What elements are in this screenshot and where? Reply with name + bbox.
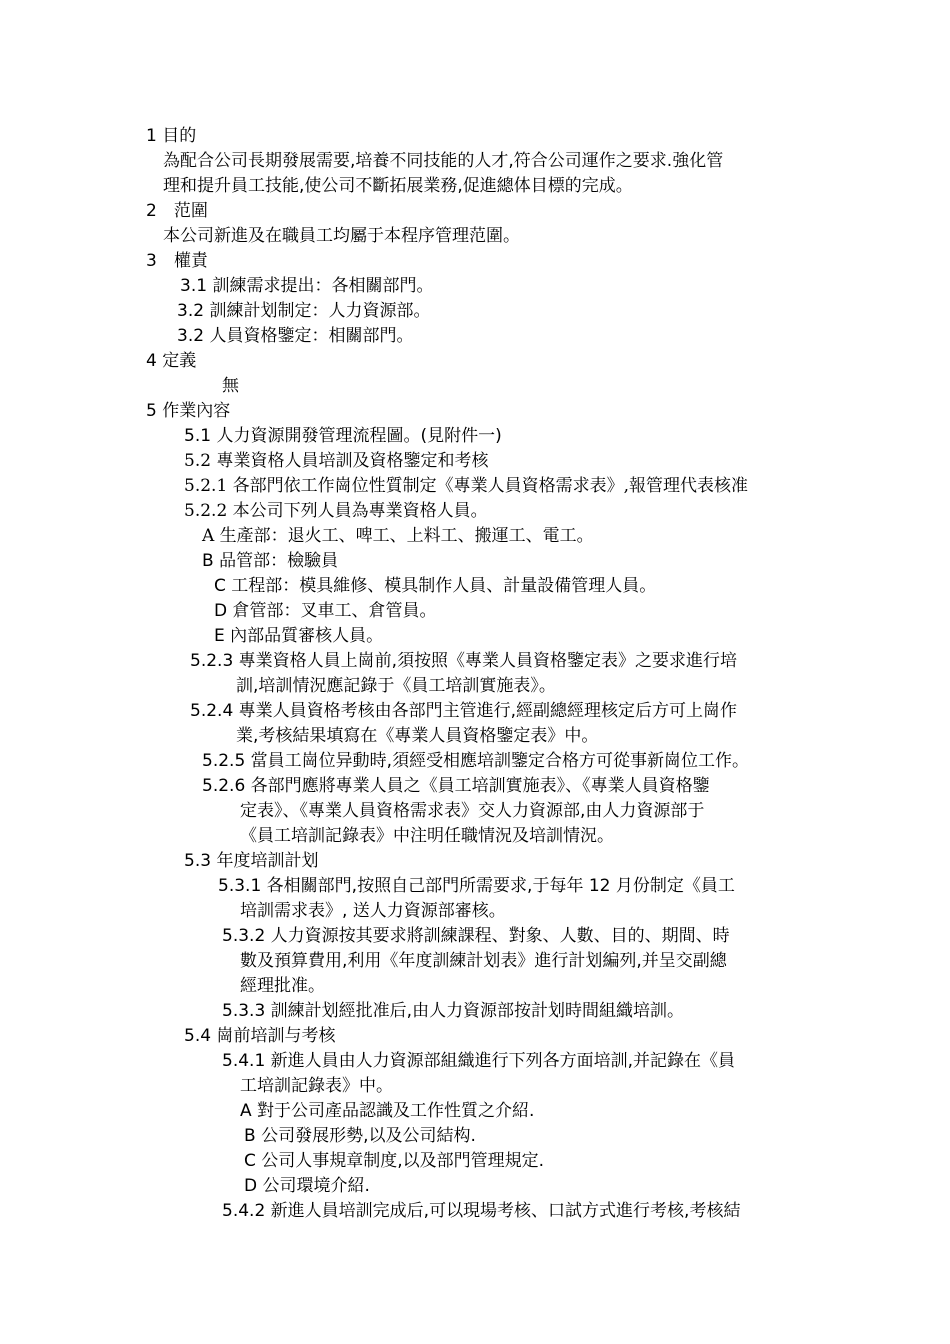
item-5-2: 5.2 專業資格人員培訓及資格鑒定和考核 (184, 451, 489, 471)
item-5-4-1-line-1: 5.4.1 新進人員由人力資源部組織進行下列各方面培訓,并記錄在《員 (222, 1051, 736, 1071)
item-5-4-1-line-2: 工培訓記錄表》中。 (240, 1076, 393, 1096)
item-5-3-2-line-1: 5.3.2 人力資源按其要求將訓練課程、對象、人數、目的、期間、時 (222, 926, 730, 946)
item-5-2-2-c: C 工程部：模具維修、模具制作人員、計量設備管理人員。 (214, 576, 657, 596)
item-3-2: 3.2 訓練計划制定：人力資源部。 (177, 301, 431, 321)
item-5-2-4-line-1: 5.2.4 專業人員資格考核由各部門主管進行,經副總經理核定后方可上崗作 (190, 701, 738, 721)
item-5-1: 5.1 人力資源開發管理流程圖。(見附件一) (184, 426, 502, 446)
item-5-2-1: 5.2.1 各部門依工作崗位性質制定《專業人員資格需求表》,報管理代表核准 (184, 476, 749, 496)
item-5-4-1-c: C 公司人事規章制度,以及部門管理規定. (244, 1151, 545, 1171)
section-4-title: 4 定義 (146, 351, 197, 371)
section-2-body: 本公司新進及在職員工均屬于本程序管理范圍。 (163, 226, 520, 246)
item-5-3-2-line-2: 數及預算費用,利用《年度訓練計划表》進行計划編列,并呈交副總 (240, 951, 727, 971)
section-4-body: 無 (222, 376, 239, 396)
section-5-title: 5 作業內容 (146, 401, 231, 421)
section-1-body-line-1: 為配合公司長期發展需要,培養不同技能的人才,符合公司運作之要求.強化管 (163, 151, 724, 171)
item-5-2-5: 5.2.5 當員工崗位异動時,須經受相應培訓鑒定合格方可從事新崗位工作。 (202, 751, 750, 771)
item-5-2-6-line-2: 定表》、《專業人員資格需求表》交人力資源部,由人力資源部于 (240, 801, 705, 821)
item-5-2-2-e: E 內部品質審核人員。 (214, 626, 384, 646)
item-3-1: 3.1 訓練需求提出：各相關部門。 (180, 276, 434, 296)
item-5-2-4-line-2: 業,考核結果填寫在《專業人員資格鑒定表》中。 (236, 726, 599, 746)
item-3-3: 3.2 人員資格鑒定：相關部門。 (177, 326, 414, 346)
item-5-4-1-a: A 對于公司產品認識及工作性質之介紹. (240, 1101, 535, 1121)
item-5-3-1-line-1: 5.3.1 各相關部門,按照自己部門所需要求,于每年 12 月份制定《員工 (218, 876, 735, 896)
item-5-3: 5.3 年度培訓計划 (184, 851, 319, 871)
item-5-3-2-line-3: 經理批准。 (240, 976, 325, 996)
item-5-2-3-line-2: 訓,培訓情況應記錄于《員工培訓實施表》。 (236, 676, 556, 696)
item-5-2-2-a: A 生產部：退火工、啤工、上料工、搬運工、電工。 (202, 526, 594, 546)
section-3-title: 3 權責 (146, 251, 208, 271)
section-1-body-line-2: 理和提升員工技能,使公司不斷拓展業務,促進總体目標的完成。 (163, 176, 633, 196)
item-5-2-2-b: B 品管部：檢驗員 (202, 551, 339, 571)
section-2-title: 2 范圍 (146, 201, 208, 221)
item-5-3-3: 5.3.3 訓練計划經批准后,由人力資源部按計划時間組織培訓。 (222, 1001, 685, 1021)
item-5-2-3-line-1: 5.2.3 專業資格人員上崗前,須按照《專業人員資格鑒定表》之要求進行培 (190, 651, 738, 671)
item-5-3-1-line-2: 培訓需求表》, 送人力資源部審核。 (240, 901, 506, 921)
item-5-4-1-b: B 公司發展形勢,以及公司結构. (244, 1126, 476, 1146)
section-1-title: 1 目的 (146, 126, 197, 146)
item-5-2-2-d: D 倉管部：叉車工、倉管員。 (214, 601, 437, 621)
item-5-2-6-line-1: 5.2.6 各部門應將專業人員之《員工培訓實施表》、《專業人員資格鑒 (202, 776, 710, 796)
item-5-2-2: 5.2.2 本公司下列人員為專業資格人員。 (184, 501, 488, 521)
item-5-4: 5.4 崗前培訓与考核 (184, 1026, 336, 1046)
item-5-4-2-line-1: 5.4.2 新進人員培訓完成后,可以現場考核、口試方式進行考核,考核結 (222, 1201, 741, 1221)
item-5-4-1-d: D 公司環境介紹. (244, 1176, 370, 1196)
item-5-2-6-line-3: 《員工培訓記錄表》中注明任職情況及培訓情況。 (240, 826, 614, 846)
